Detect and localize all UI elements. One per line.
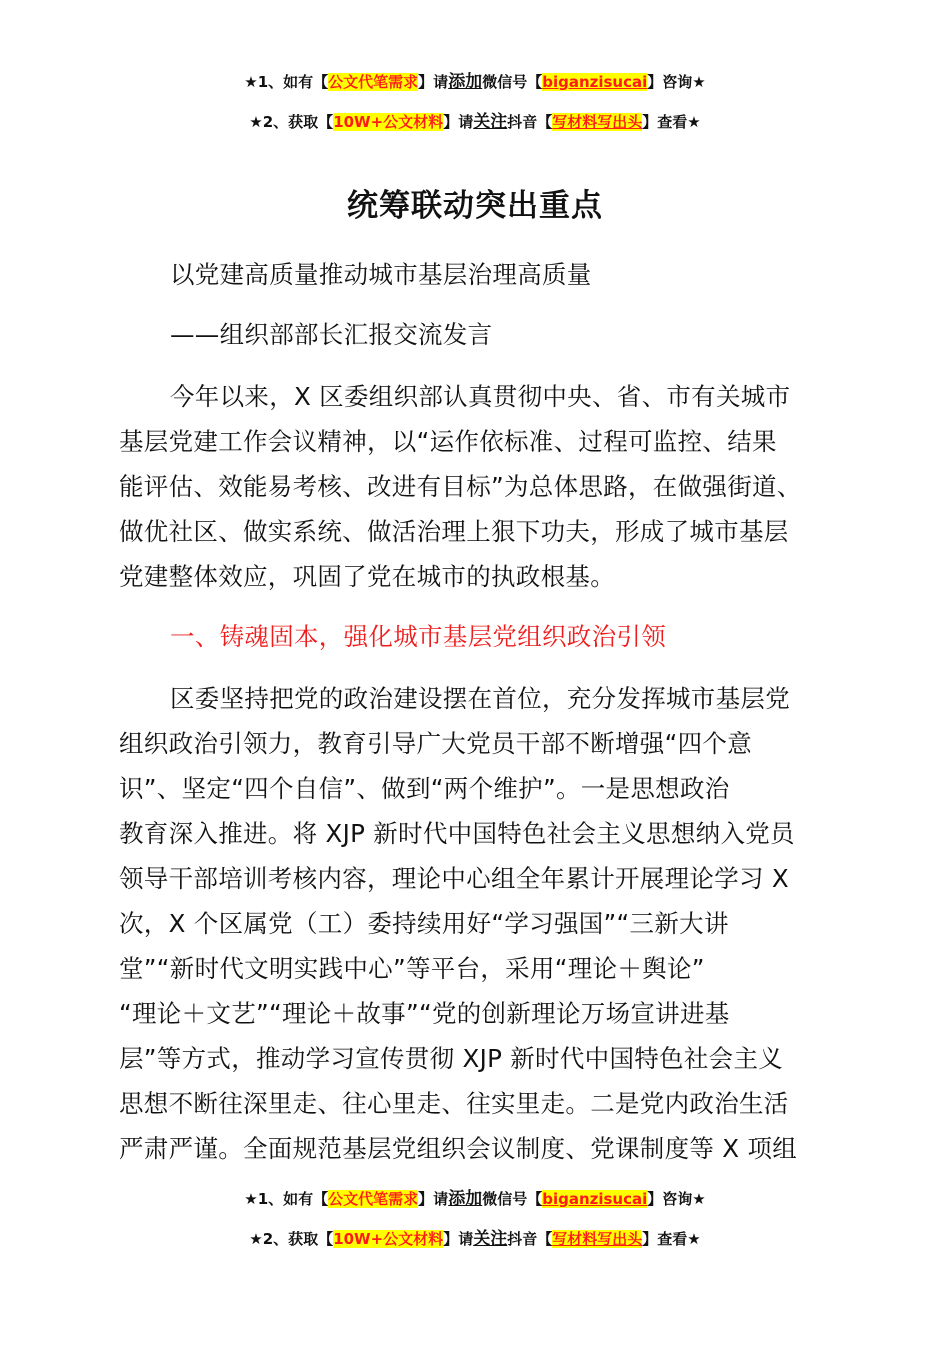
paragraph-line: 次，X 个区属党（工）委持续用好“学习强国”“三新大讲 [119,909,729,938]
promo-notice-douyin-footer [0,1229,950,1249]
paragraph-line: 思想不断往深里走、往心里走、往实里走。二是党内政治生活 [119,1089,789,1118]
notice-text: 】请 [443,113,474,131]
paragraph-line: 做优社区、做实系统、做活治理上狠下功夫，形成了城市基层 [119,517,789,546]
promo-notice-wechat [0,72,950,92]
promo-notice-douyin [0,112,950,132]
paragraph-line: 基层党建工作会议精神，以“运作依标准、过程可监控、结果 [119,427,777,456]
notice-text: 抖音【 [507,1230,553,1248]
underlined-action: 关注 [473,1229,508,1249]
underlined-action: 添加 [448,1189,483,1209]
notice-text: ★1、如有【 [244,73,329,91]
notice-text: 微信号【 [482,73,543,91]
notice-text: 】请 [418,73,449,91]
underlined-action: 添加 [448,72,483,92]
paragraph-line: 党建整体效应，巩固了党在城市的执政根基。 [119,562,615,591]
highlight-service: 公文代笔需求 [328,73,419,91]
paragraph-line: 今年以来，X 区委组织部认真贯彻中央、省、市有关城市 [170,382,791,411]
notice-text: 】咨询★ [647,73,706,91]
douyin-account-link[interactable]: 写材料写出头 [552,1230,643,1248]
notice-text: 】查看★ [642,1230,701,1248]
paragraph-line: 严肃严谨。全面规范基层党组织会议制度、党课制度等 X 项组 [119,1134,798,1163]
notice-text: 】请 [418,1190,449,1208]
highlight-service: 公文代笔需求 [328,1190,419,1208]
paragraph-line: 堂”“新时代文明实践中心”等平台，采用“理论＋舆论” [119,954,705,983]
paragraph-line: 区委坚持把党的政治建设摆在首位，充分发挥城市基层党 [170,684,790,713]
paragraph-line: 组织政治引领力，教育引导广大党员干部不断增强“四个意 [119,729,752,758]
paragraph-line: 教育深入推进。将 XJP 新时代中国特色社会主义思想纳入党员 [119,819,795,848]
notice-text: ★1、如有【 [244,1190,329,1208]
notice-text: ★2、获取【 [249,1230,334,1248]
document-byline: ——组织部部长汇报交流发言 [170,320,493,349]
paragraph-line: “理论＋文艺”“理论＋故事”“党的创新理论万场宣讲进基 [119,999,730,1028]
promo-notice-wechat-footer [0,1189,950,1209]
notice-text: 】查看★ [642,113,701,131]
notice-text: ★2、获取【 [249,113,334,131]
highlight-materials: 10W+公文材料 [333,1230,444,1248]
paragraph-line: 层”等方式，推动学习宣传贯彻 XJP 新时代中国特色社会主义 [119,1044,784,1073]
douyin-account-link[interactable]: 写材料写出头 [552,113,643,131]
underlined-action: 关注 [473,112,508,132]
paragraph-line: 识”、坚定“四个自信”、做到“两个维护”。一是思想政治 [119,774,730,803]
wechat-id-link[interactable]: biganzisucai [542,1190,648,1208]
highlight-materials: 10W+公文材料 [333,113,444,131]
document-subtitle: 以党建高质量推动城市基层治理高质量 [170,260,592,289]
section-heading: 一、铸魂固本，强化城市基层党组织政治引领 [170,622,666,651]
notice-text: 微信号【 [482,1190,543,1208]
notice-text: 抖音【 [507,113,553,131]
document-title: 统筹联动突出重点 [347,188,603,224]
paragraph-line: 能评估、效能易考核、改进有目标”为总体思路，在做强街道、 [119,472,802,501]
notice-text: 】请 [443,1230,474,1248]
wechat-id-link[interactable]: biganzisucai [542,73,648,91]
notice-text: 】咨询★ [647,1190,706,1208]
paragraph-line: 领导干部培训考核内容，理论中心组全年累计开展理论学习 X [119,864,789,893]
